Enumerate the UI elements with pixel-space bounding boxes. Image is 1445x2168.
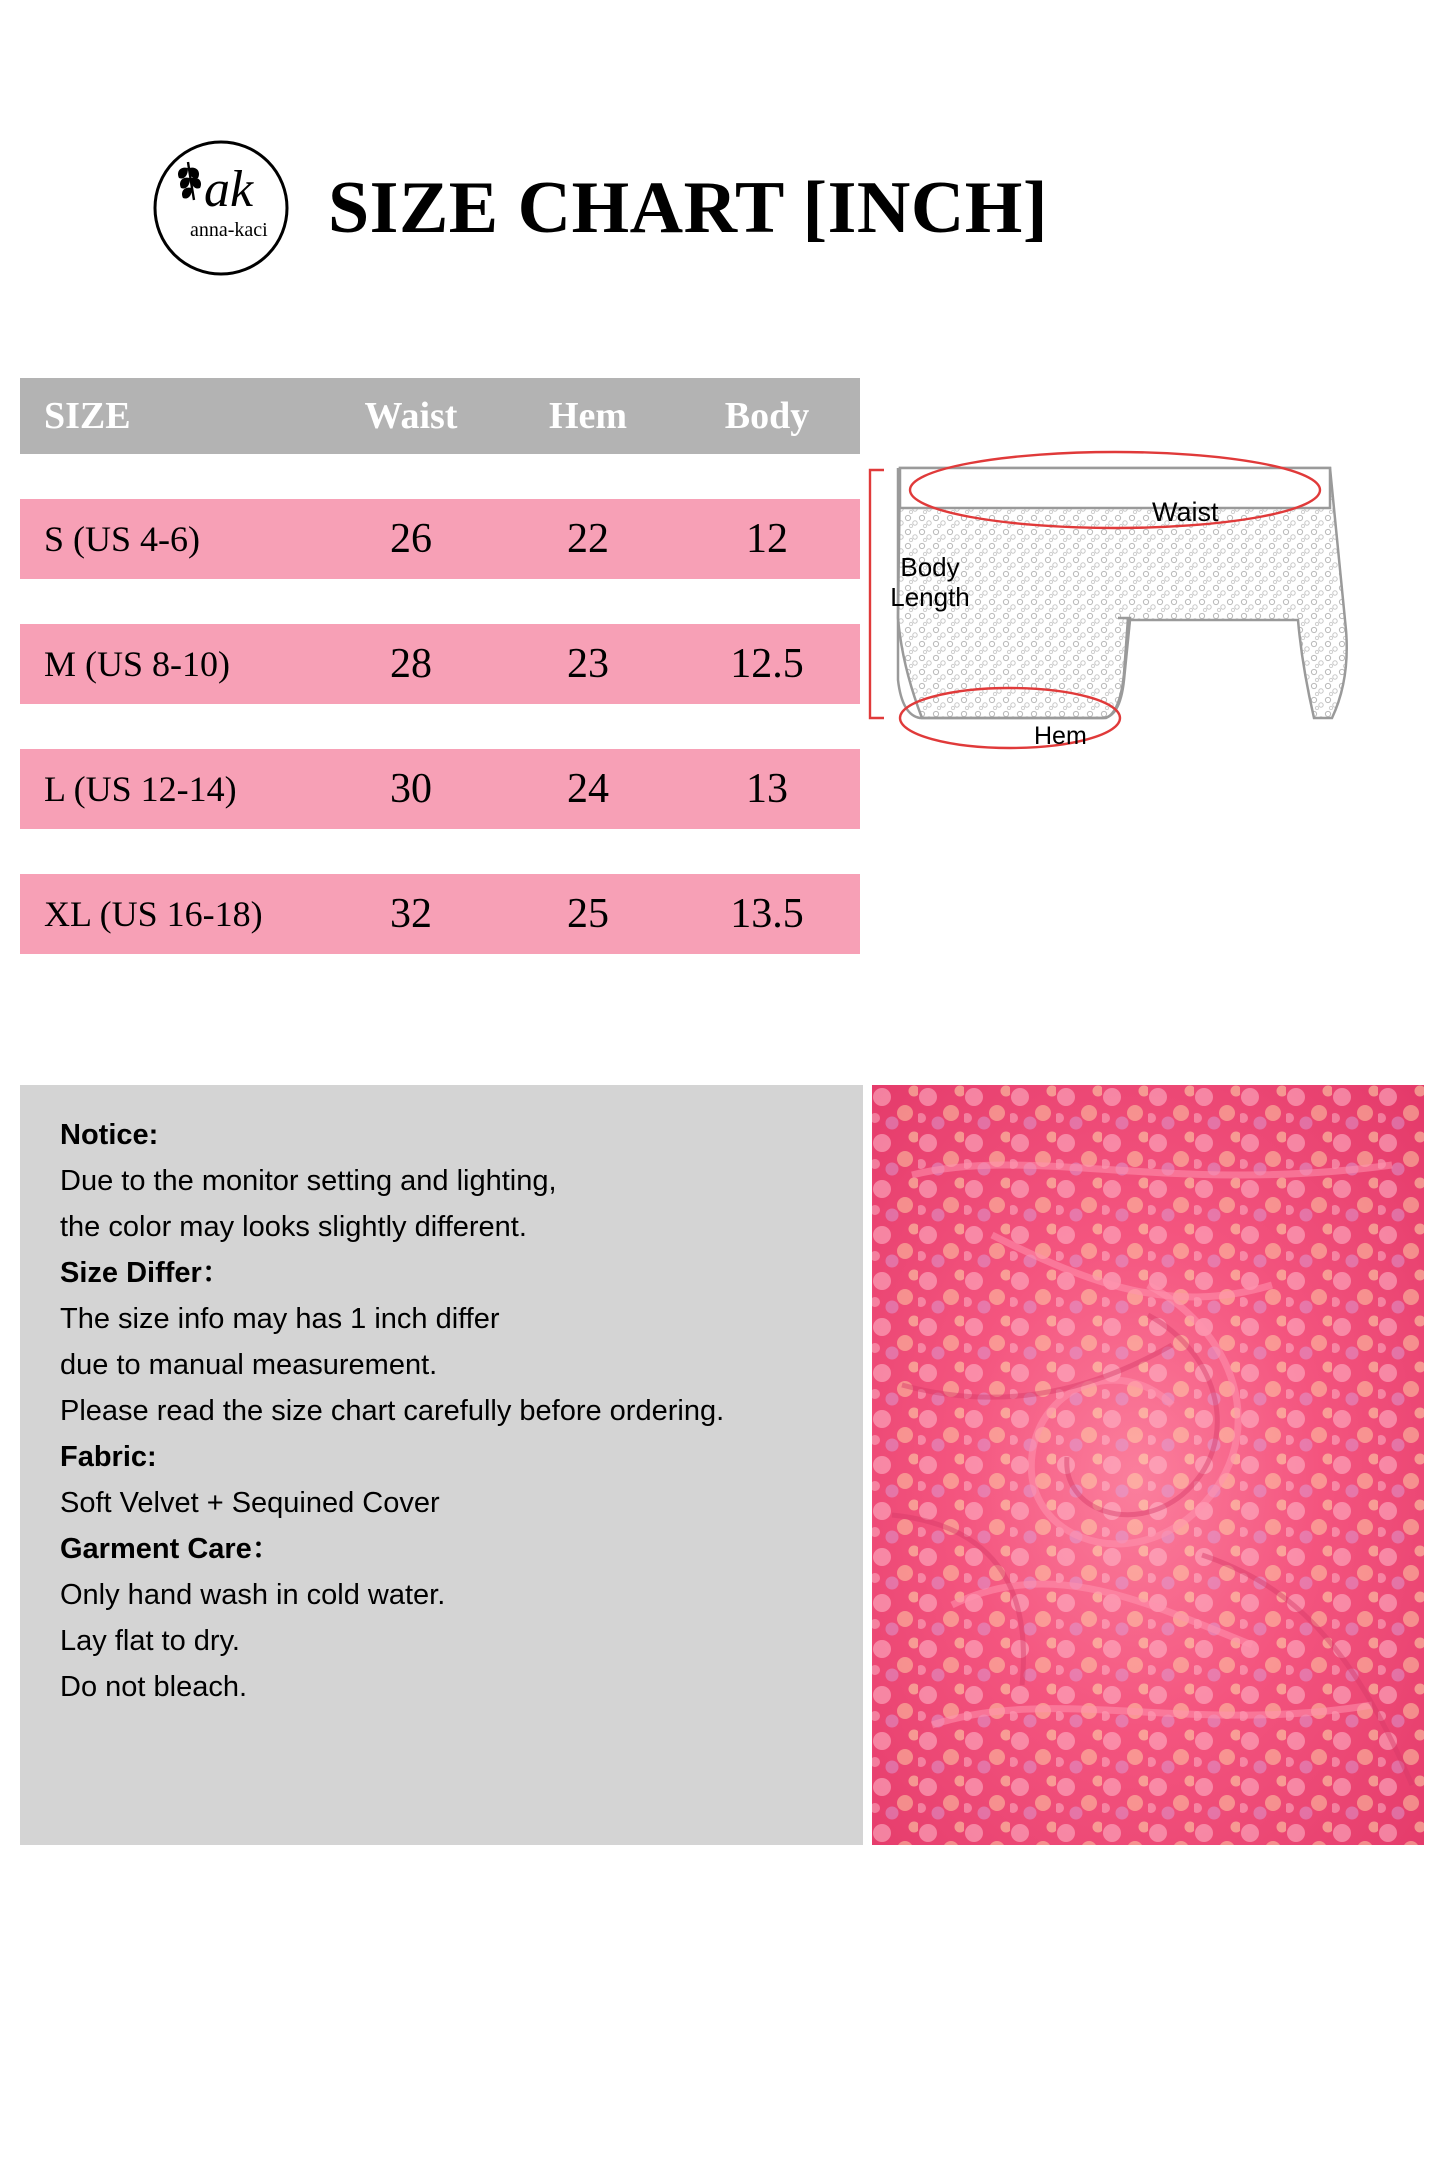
table-header-row bbox=[20, 378, 860, 454]
table-row bbox=[20, 499, 860, 579]
cell-hem: 22 bbox=[567, 516, 609, 562]
fabric-swatch-image bbox=[872, 1085, 1424, 1845]
notice-line: Size Differ： bbox=[60, 1257, 231, 1290]
cell-waist: 30 bbox=[390, 766, 432, 812]
notice-line: Notice: bbox=[60, 1119, 159, 1151]
cell-waist: 28 bbox=[390, 641, 432, 687]
cell-body: 12 bbox=[746, 516, 788, 562]
diagram-label-waist: Waist bbox=[1152, 497, 1219, 527]
svg-text:anna-kaci: anna-kaci bbox=[190, 219, 268, 241]
cell-hem: 23 bbox=[567, 641, 609, 687]
notice-line: Due to the monitor setting and lighting, bbox=[60, 1165, 557, 1198]
notice-line: the color may looks slightly different. bbox=[60, 1211, 527, 1244]
notice-line: Soft Velvet + Sequined Cover bbox=[60, 1487, 440, 1520]
svg-text:ak: ak bbox=[204, 161, 254, 218]
cell-size: XL (US 16-18) bbox=[44, 894, 263, 934]
cell-size: S (US 4-6) bbox=[44, 519, 201, 559]
body-length-line-2: Length bbox=[890, 581, 970, 612]
cell-hem: 24 bbox=[567, 766, 609, 812]
brand-logo bbox=[132, 128, 310, 288]
diagram-label-hem: Hem bbox=[1034, 722, 1087, 750]
notice-line: Lay flat to dry. bbox=[60, 1625, 240, 1658]
cell-body: 12.5 bbox=[730, 641, 804, 687]
cell-size: M (US 8-10) bbox=[44, 644, 230, 684]
notice-line: Do not bleach. bbox=[60, 1671, 248, 1704]
size-chart-table bbox=[20, 378, 860, 954]
page-header bbox=[0, 128, 1445, 288]
cell-hem: 25 bbox=[567, 891, 609, 937]
column-header-body: Body bbox=[724, 395, 810, 437]
notice-line: The size info may has 1 inch differ bbox=[60, 1303, 500, 1336]
cell-waist: 32 bbox=[390, 891, 432, 937]
cell-waist: 26 bbox=[390, 516, 432, 562]
cell-body: 13 bbox=[746, 766, 788, 812]
table-row bbox=[20, 624, 860, 704]
notice-line: due to manual measurement. bbox=[60, 1349, 438, 1382]
column-header-hem: Hem bbox=[548, 395, 628, 437]
table-row bbox=[20, 874, 860, 954]
cell-size: L (US 12-14) bbox=[44, 769, 237, 809]
column-header-size: SIZE bbox=[44, 395, 131, 437]
notice-line: Garment Care： bbox=[60, 1533, 281, 1566]
diagram-label-body-length bbox=[880, 553, 980, 613]
notice-panel bbox=[20, 1085, 863, 1845]
notice-line: Only hand wash in cold water. bbox=[60, 1579, 446, 1612]
table-row bbox=[20, 749, 860, 829]
garment-diagram bbox=[862, 430, 1422, 880]
notice-line: Fabric: bbox=[60, 1441, 157, 1474]
column-header-waist: Waist bbox=[364, 395, 458, 437]
cell-body: 13.5 bbox=[730, 891, 804, 937]
page-title: SIZE CHART [INCH] bbox=[328, 167, 1048, 249]
body-length-line-1: Body bbox=[900, 552, 960, 582]
notice-line: Please read the size chart carefully before ordering. bbox=[60, 1395, 725, 1428]
